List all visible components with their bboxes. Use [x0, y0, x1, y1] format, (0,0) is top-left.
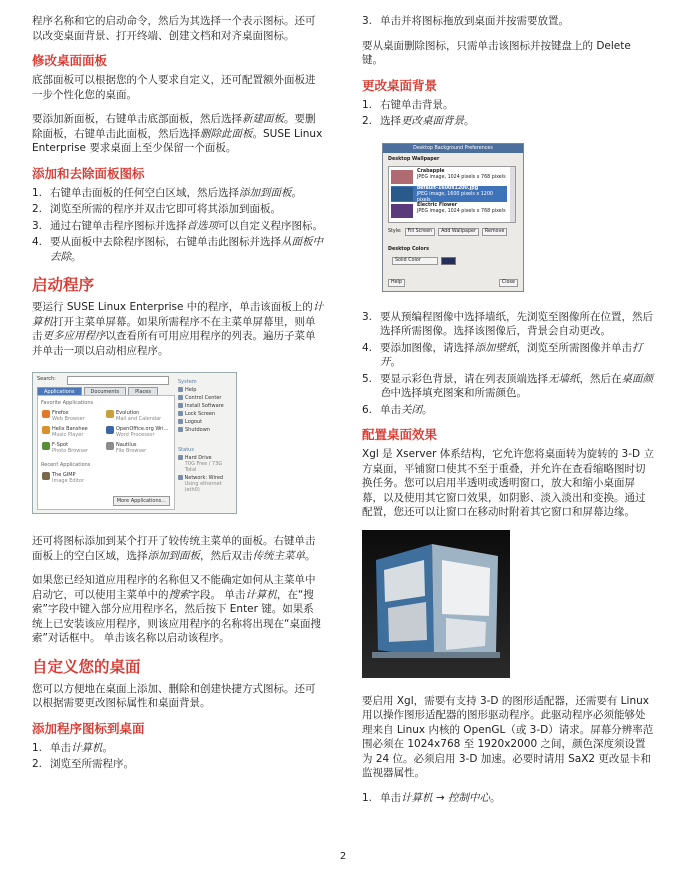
- term: 计算机: [32, 301, 324, 328]
- text: 以查看所有可用应用程序的列表。遍历子菜单并单击一项以启动相应程序。: [32, 330, 316, 357]
- close-row: [499, 279, 518, 287]
- system-item: [178, 427, 233, 433]
- taskbar: [372, 652, 500, 658]
- step-item: [362, 114, 654, 129]
- lock-icon: [178, 411, 183, 416]
- heading-modify-panels: 修改桌面面板: [32, 53, 108, 68]
- text: 。: [489, 791, 501, 804]
- app-banshee: [42, 426, 88, 438]
- app-desc: File Browser: [116, 448, 147, 454]
- system-item-label: Control Center: [185, 395, 222, 401]
- control-center-step: [362, 791, 654, 806]
- text: 。: [305, 549, 316, 562]
- wallpaper-name: Crabapple: [417, 168, 445, 174]
- term: 更多应用程序: [42, 330, 106, 342]
- text: 可以自定义程序图标。: [218, 219, 323, 232]
- term: 传统主菜单: [252, 549, 305, 562]
- text: 右键单击面板的任何空白区域，然后选择: [50, 186, 239, 199]
- app-desc: Photo Browser: [52, 448, 89, 454]
- term: 无墙纸: [548, 372, 580, 385]
- text: 如果您已经知道应用程序的名称但又不能确定如何从主菜单中启动它，可以使用主菜单中的: [32, 574, 316, 601]
- text: 字段。 单击: [189, 588, 246, 601]
- text: 要从面板中去除程序图标，右键单击此图标并选择: [50, 236, 281, 248]
- term: 更改桌面背景: [401, 115, 464, 127]
- text: 打开主菜单屏幕。如果所需程序不在主菜单屏幕里，则单击: [32, 315, 316, 342]
- text: 。: [390, 356, 401, 368]
- remove-button: Remove: [482, 228, 507, 236]
- status-label: Status: [178, 447, 194, 453]
- wallpaper-item-selected: [391, 186, 507, 202]
- xgl-paragraph: Xgl 是 Xserver 体系结构，它允许您将桌面转为旋转的 3-D 立方桌面，平铺窗口使其不至于重叠，并允许在查看缩略图时切换任务。您可以启用半透明或透明窗口，放大和缩小桌面屏幕，以及使用其它窗口效果，如阴影、淡入淡出和变换。通过配置，您还可以让窗口在移动时附着其它窗口和屏幕边缘。: [362, 448, 654, 518]
- style-select: Fill Screen: [405, 228, 435, 236]
- logout-icon: [178, 419, 183, 424]
- app-label: [116, 426, 169, 438]
- app-desc: Word Processor: [116, 432, 155, 438]
- drag-step: [362, 14, 654, 29]
- delete-paragraph: 要从桌面删除图标，只需单击该图标并按键盘上的 Delete 键。: [362, 39, 631, 66]
- text: 通过右键单击程序图标并选择: [50, 219, 187, 232]
- term: 添加到面板: [147, 549, 200, 562]
- customize-paragraph: 您可以方便地在桌面上添加、删除和创建快捷方式图标。还可以根据需要更改图标属性和桌面背景。: [32, 682, 316, 709]
- step-number: 3.: [32, 219, 43, 232]
- heading-change-background: 更改桌面背景: [362, 77, 438, 93]
- text: 要添加新面板，右键单击底部面板，然后选择: [32, 113, 242, 125]
- system-item: [178, 419, 233, 425]
- system-item: [178, 411, 233, 417]
- term: 桌面颜色: [380, 372, 653, 399]
- status-item: [178, 475, 233, 493]
- evolution-icon: [106, 410, 114, 418]
- text: ，然后在: [579, 372, 622, 385]
- wallpaper-item: [391, 203, 507, 219]
- more-applications-button: More Applications...: [113, 496, 170, 506]
- term: 打开: [380, 341, 643, 368]
- wallpaper-name: default-1600x1200.jpg: [416, 185, 479, 191]
- status-item: [178, 455, 233, 473]
- text: 浏览至所需程序。: [50, 758, 134, 770]
- heading-customize-desktop: 自定义您的桌面: [32, 657, 141, 676]
- app-gimp: [42, 472, 84, 484]
- text: ，然后双击: [200, 549, 253, 562]
- system-item: [178, 403, 233, 409]
- app-label: [52, 426, 88, 438]
- add-icon-steps: [32, 741, 324, 772]
- enable-xgl-paragraph: 要启用 Xgl，需要有支持 3-D 的图形适配器，还需要有 Linux 用以操作图形适配器的图形驱动程序。此驱动程序必须能够处理来自 Linux 内核的 OpenGL（或 3-D）请求。屏幕分辨率范围必须在 1024x768 至 1920x2000 之间，颜色深度须设置为 24 位。必须启用 3-D 加速。必要时请用 SaX2 更改显卡和监视器属性。: [362, 694, 654, 779]
- step-item: [32, 202, 324, 217]
- system-item: [178, 395, 233, 401]
- system-item-label: Help: [185, 387, 197, 393]
- term: 首选项: [186, 219, 218, 232]
- text: 中选择填充图案和所需颜色。: [390, 387, 527, 399]
- text: 单击并将图标拖放到桌面并按需要放置。: [380, 15, 569, 27]
- app-desc: Mail and Calendar: [116, 416, 162, 422]
- heading-panel-icons: 添加和去除面板图标: [32, 165, 145, 181]
- step-number: 1.: [32, 186, 43, 199]
- app-fspot: [42, 442, 88, 454]
- app-label: [52, 410, 85, 422]
- dialog-title: Desktop Background Preferences: [383, 144, 523, 153]
- color-row: [392, 257, 456, 265]
- shutdown-icon: [178, 427, 183, 432]
- step-item: [362, 310, 654, 339]
- term: 控制中心: [447, 791, 490, 804]
- app-desc: Web Browser: [52, 416, 85, 422]
- text: 单击: [380, 791, 401, 804]
- term: 计算机: [245, 588, 277, 601]
- text: 要运行 SUSE Linux Enterprise 中的程序，单击该面板上的: [32, 301, 313, 313]
- search-input: [67, 376, 169, 385]
- tab-applications: Applications: [37, 387, 82, 397]
- system-item-label: Lock Screen: [185, 411, 216, 417]
- app-firefox: [42, 410, 85, 422]
- wallpaper-thumbnail: [391, 204, 413, 218]
- term: 从面板中去除: [50, 236, 323, 263]
- step-item: [362, 372, 654, 401]
- panel-icons-steps: [32, 186, 324, 265]
- heading-desktop-effects: 配置桌面效果: [362, 427, 438, 442]
- wallpaper-list: [388, 166, 516, 223]
- help-icon: [178, 387, 183, 392]
- delete-panel-term: 删除此面板: [200, 127, 253, 140]
- step-number: 3.: [362, 15, 373, 27]
- window-thumb: [446, 618, 486, 650]
- background-steps-continued: [362, 310, 654, 418]
- intro-paragraph: 程序名称和它的启动命令，然后为其选择一个表示图标。还可以改变桌面背景、打开终端、创建文档和对齐桌面图标。: [32, 15, 316, 42]
- start-paragraph: [32, 300, 324, 358]
- app-desc: Image Editor: [52, 478, 85, 484]
- close-button: Close: [499, 279, 518, 287]
- app-evolution: [106, 410, 161, 422]
- text: 。要删除面板，右键单击此面板，然后选择: [32, 113, 316, 140]
- text: 。: [422, 403, 433, 416]
- help-row: [388, 279, 405, 287]
- wallpaper-thumbnail: [391, 170, 413, 184]
- add-wallpaper-button: Add Wallpaper: [438, 228, 479, 236]
- hard-drive-icon: [178, 455, 183, 460]
- panels-paragraph-2: [32, 112, 324, 156]
- term: 搜索: [168, 588, 190, 601]
- network-icon: [178, 475, 183, 480]
- app-name: Firefox: [52, 410, 69, 416]
- app-name: The GIMP: [52, 472, 76, 478]
- wallpaper-thumbnail: [391, 187, 413, 201]
- heading-start-programs: 启动程序: [32, 276, 95, 294]
- recent-label: Recent Applications: [41, 462, 91, 468]
- window-thumb: [388, 602, 427, 642]
- system-item-label: Shutdown: [185, 427, 210, 433]
- term: 计算机: [401, 791, 433, 804]
- tab-documents: Documents: [84, 387, 127, 397]
- step-number: 6.: [362, 403, 373, 416]
- new-panel-term: 新建面板: [242, 113, 284, 125]
- page-number: 2: [339, 851, 347, 862]
- step-number: 2.: [362, 115, 373, 127]
- colors-label: Desktop Colors: [388, 246, 429, 252]
- style-label: Style:: [388, 228, 402, 234]
- status-text: [185, 455, 233, 473]
- step-number: 1.: [362, 98, 373, 111]
- text: 要显示彩色背景，请在列表顶端选择: [380, 372, 548, 385]
- step-item: [362, 341, 654, 370]
- step-number: 4.: [362, 341, 373, 354]
- app-label: [52, 472, 84, 484]
- system-label: System: [178, 379, 197, 385]
- 3d-cube-screenshot: [362, 530, 510, 678]
- term: 关闭: [401, 403, 422, 416]
- app-nautilus: [106, 442, 146, 454]
- status-desc: Using ethernet (eth0): [184, 481, 222, 493]
- applications-panel: [37, 395, 175, 510]
- install-icon: [178, 403, 183, 408]
- app-name: F-Spot: [52, 442, 69, 448]
- main-menu-screenshot: [32, 372, 237, 514]
- text: ，在“搜索”字段中键入部分应用程序名，然后按下 Enter 键。如果系统上已安装该应用程序，则该应用程序的名称将出现在“桌面搜索”对话框中。 单击该名称以启动该程序。: [32, 588, 321, 644]
- color-type-select: Solid Color: [392, 257, 438, 265]
- term: 添加到面板: [239, 186, 292, 199]
- nautilus-icon: [106, 442, 114, 450]
- text: 。: [71, 250, 82, 263]
- status-text: [185, 475, 234, 493]
- wallpaper-desc: JPEG image, 1600 pixels x 1200 pixels: [416, 191, 493, 203]
- text: 。SUSE Linux Enterprise 要求桌面上至少保留一个面板。: [32, 127, 323, 154]
- text: 。: [102, 741, 113, 754]
- help-button: Help: [388, 279, 405, 287]
- step-item: [32, 219, 324, 234]
- system-item-label: Logout: [185, 419, 203, 425]
- step-number: 4.: [32, 236, 43, 248]
- favorites-label: Favorite Applications: [41, 400, 94, 406]
- control-center-icon: [178, 395, 183, 400]
- step-item: [32, 741, 324, 756]
- wallpaper-desc: JPEG image, 1024 pixels x 768 pixels: [417, 174, 506, 180]
- system-panel: [178, 377, 233, 495]
- background-steps: [362, 98, 654, 129]
- wallpaper-text: [417, 186, 507, 202]
- wallpaper-name: Electric Flower: [417, 202, 458, 208]
- app-desc: Music Player: [52, 432, 84, 438]
- app-name: OpenOffice.org Wri…: [116, 426, 169, 432]
- openoffice-icon: [106, 426, 114, 434]
- window-thumb: [442, 560, 490, 616]
- text: 单击: [50, 741, 71, 754]
- panels-paragraph-1: 底部面板可以根据您的个人要求自定义，还可配置额外面板进一步个性化您的桌面。: [32, 74, 316, 101]
- system-item-label: Install Software: [185, 403, 224, 409]
- status-name: Network: Wired: [184, 475, 224, 481]
- app-label: [116, 442, 146, 454]
- text: 要从预编程图像中选择墙纸，先浏览至图像所在位置，然后选择所需图像。选择该图像后，背景会自动更改。: [380, 310, 653, 337]
- step-item: [32, 757, 324, 772]
- add-menu-paragraph: [32, 534, 324, 563]
- app-name: Helix Banshee: [52, 426, 88, 432]
- color-swatch: [441, 257, 456, 265]
- tab-places: Places: [128, 387, 158, 397]
- wallpaper-text: [417, 169, 506, 185]
- background-preferences-screenshot: [382, 143, 524, 292]
- wallpaper-text: [417, 203, 506, 219]
- app-name: Evolution: [116, 410, 140, 416]
- firefox-icon: [42, 410, 50, 418]
- left-column: [32, 14, 324, 782]
- text: 右键单击背景。: [380, 98, 454, 111]
- right-column: [362, 14, 654, 815]
- text: 要添加图像，请选择: [380, 341, 475, 354]
- step-number: 3.: [362, 310, 373, 323]
- step-number: 5.: [362, 372, 373, 385]
- step-number: 1.: [32, 741, 43, 754]
- banshee-icon: [42, 426, 50, 434]
- step-item: [362, 403, 654, 418]
- wallpaper-item: [391, 169, 507, 185]
- step-number: 1.: [362, 791, 373, 804]
- app-name: Nautilus: [116, 442, 137, 448]
- text: 浏览至所需的程序并双击它即可将其添加到面板。: [50, 203, 281, 215]
- gimp-icon: [42, 472, 50, 480]
- text: 选择: [380, 115, 401, 127]
- step-item: [32, 186, 324, 201]
- text: 单击: [380, 403, 401, 416]
- list-scrollbar: [510, 167, 515, 222]
- term: 计算机: [71, 741, 103, 754]
- app-label: [116, 410, 161, 422]
- step-number: 2.: [32, 758, 43, 770]
- step-item: [362, 98, 654, 113]
- wallpaper-desc: JPEG image, 1024 pixels x 768 pixels: [417, 208, 506, 214]
- term: 添加壁纸: [474, 341, 517, 354]
- step-item: [32, 235, 324, 264]
- text: 还可将图标添加到某个打开了较传统主菜单的面板。右键单击面板上的空白区域，选择: [32, 535, 316, 562]
- step-item: [362, 14, 654, 29]
- style-row: [388, 228, 507, 236]
- step-item: [362, 791, 654, 806]
- app-label: [52, 442, 88, 454]
- fspot-icon: [42, 442, 50, 450]
- search-paragraph: [32, 573, 324, 646]
- wallpaper-label: Desktop Wallpaper: [388, 156, 440, 162]
- text: ，浏览至所需图像并单击: [516, 341, 632, 354]
- system-item: [178, 387, 233, 393]
- heading-add-program-icon: 添加程序图标到桌面: [32, 720, 145, 736]
- app-openoffice: [106, 426, 169, 438]
- status-name: Hard Drive: [184, 455, 212, 461]
- arrow: →: [432, 791, 448, 804]
- search-label: Search:: [37, 376, 56, 382]
- cube-image: [362, 530, 510, 678]
- text: 。: [464, 115, 475, 127]
- step-number: 2.: [32, 203, 43, 215]
- text: 。: [291, 186, 302, 199]
- status-desc: 70G Free / 73G Total: [184, 461, 223, 473]
